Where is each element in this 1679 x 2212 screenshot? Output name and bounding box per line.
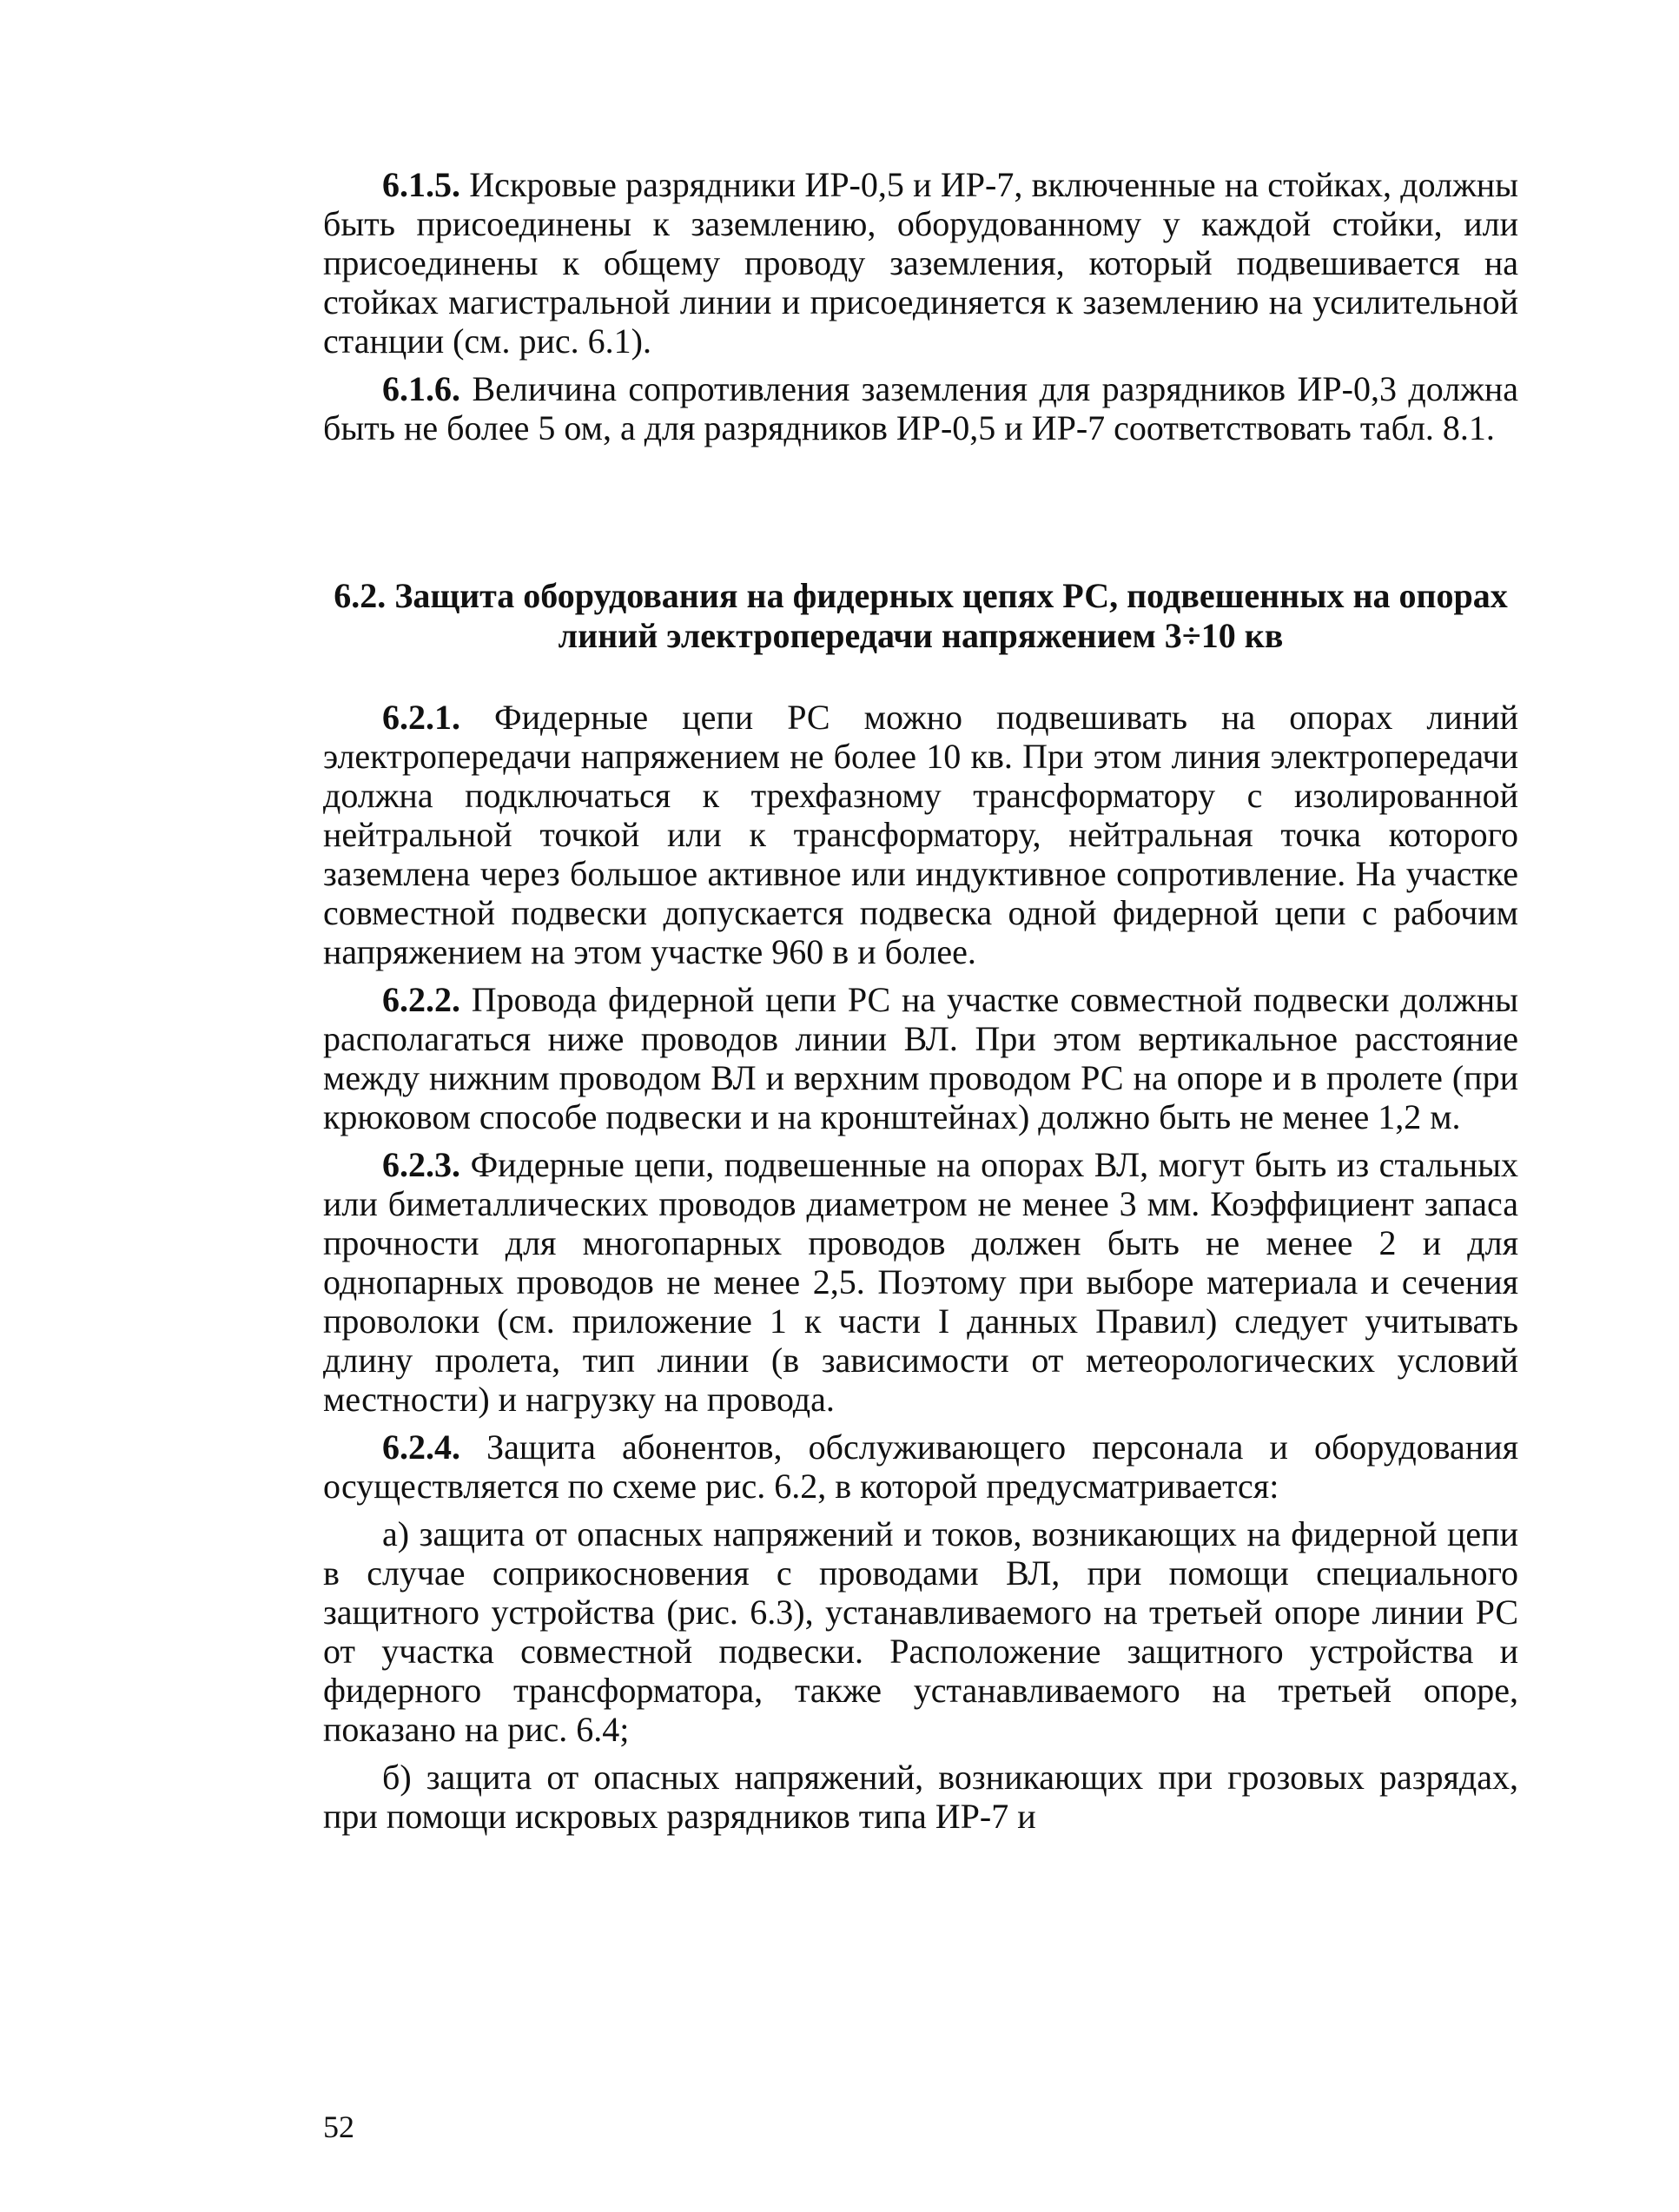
list-item-a: а) защита от опасных напряжений и токов, возникающих на фидерной цепи в случае соприкосновения с проводами ВЛ, при помощи специального защитного устройства (рис. 6.3), устанавливаемого на третьей опоре линии РС от участка совместной подвески. Расположение защитного устройства и фидерного трансформатора, также устанавливаемого на третьей опоре, показано на рис. 6.4;	[323, 1514, 1518, 1749]
paragraph-number: 6.2.4.	[382, 1427, 460, 1467]
paragraph-6-2-3	[323, 1145, 1518, 1419]
paragraph-number: 6.2.1.	[382, 698, 460, 737]
paragraph-text: Искровые разрядники ИР-0,5 и ИР-7, включенные на стойках, должны быть присоединены к заземлению, оборудованному у каждой стойки, или присоединены к общему проводу заземления, который подвешивается на стойках магистральной линии и присоединяется к заземлению на усилительной станции (см. рис. 6.1).	[323, 165, 1519, 361]
list-item-b: б) защита от опасных напряжений, возникающих при грозовых разрядах, при помощи искровых разрядников типа ИР-7 и	[323, 1758, 1518, 1836]
paragraph-number: 6.1.5.	[382, 165, 460, 204]
paragraph-text: Провода фидерной цепи РС на участке совместной подвески должны располагаться ниже проводов линии ВЛ. При этом вертикальное расстояние между нижним проводом ВЛ и верхним проводом РС на опоре и в пролете (при крюковом способе подвески и на кронштейнах) должно быть не менее 1,2 м.	[323, 980, 1518, 1136]
paragraph-6-2-1	[323, 698, 1518, 971]
paragraph-number: 6.1.6.	[382, 369, 460, 408]
paragraph-6-2-2	[323, 980, 1518, 1136]
paragraph-text: Величина сопротивления заземления для разрядников ИР-0,3 должна быть не более 5 ом, а для разрядников ИР-0,5 и ИР-7 соответствовать табл. 8.1.	[323, 369, 1519, 447]
paragraph-text: Фидерные цепи РС можно подвешивать на опорах линий электропередачи напряжением не более 10 кв. При этом линия электропередачи должна подключаться к трехфазному трансформатору с изолированной нейтральной точкой или к трансформатору, нейтральная точка которого заземлена через большое активное или индуктивное сопротивление. На участке совместной подвески допускается подвеска одной фидерной цепи с рабочим напряжением на этом участке 960 в и более.	[323, 698, 1519, 971]
section-heading-6-2: 6.2. Защита оборудования на фидерных цепях РС, подвешенных на опорах линий электропередачи напряжением 3÷10 кв	[334, 576, 1508, 655]
paragraph-number: 6.2.3.	[382, 1145, 460, 1184]
paragraph-6-2-4	[323, 1427, 1518, 1506]
section-6-2	[323, 698, 1518, 1836]
paragraph-text: Защита абонентов, обслуживающего персонала и оборудования осуществляется по схеме рис. 6.2, в которой предусматривается:	[323, 1427, 1519, 1506]
paragraph-text: Фидерные цепи, подвешенные на опорах ВЛ, могут быть из стальных или биметаллических проводов диаметром не менее 3 мм. Коэффициент запаса прочности для многопарных проводов должен быть не менее 2 и для однопарных проводов не менее 2,5. Поэтому при выборе материала и сечения проволоки (см. приложение 1 к части I данных Правил) следует учитывать длину пролета, тип линии (в зависимости от метеорологических условий местности) и нагрузку на провода.	[323, 1145, 1518, 1419]
paragraph-6-1-6	[323, 369, 1518, 447]
page-number: 52	[323, 2109, 354, 2144]
section-6-1-tail	[323, 165, 1518, 447]
paragraph-number: 6.2.2.	[382, 980, 460, 1019]
paragraph-6-1-5	[323, 165, 1518, 361]
